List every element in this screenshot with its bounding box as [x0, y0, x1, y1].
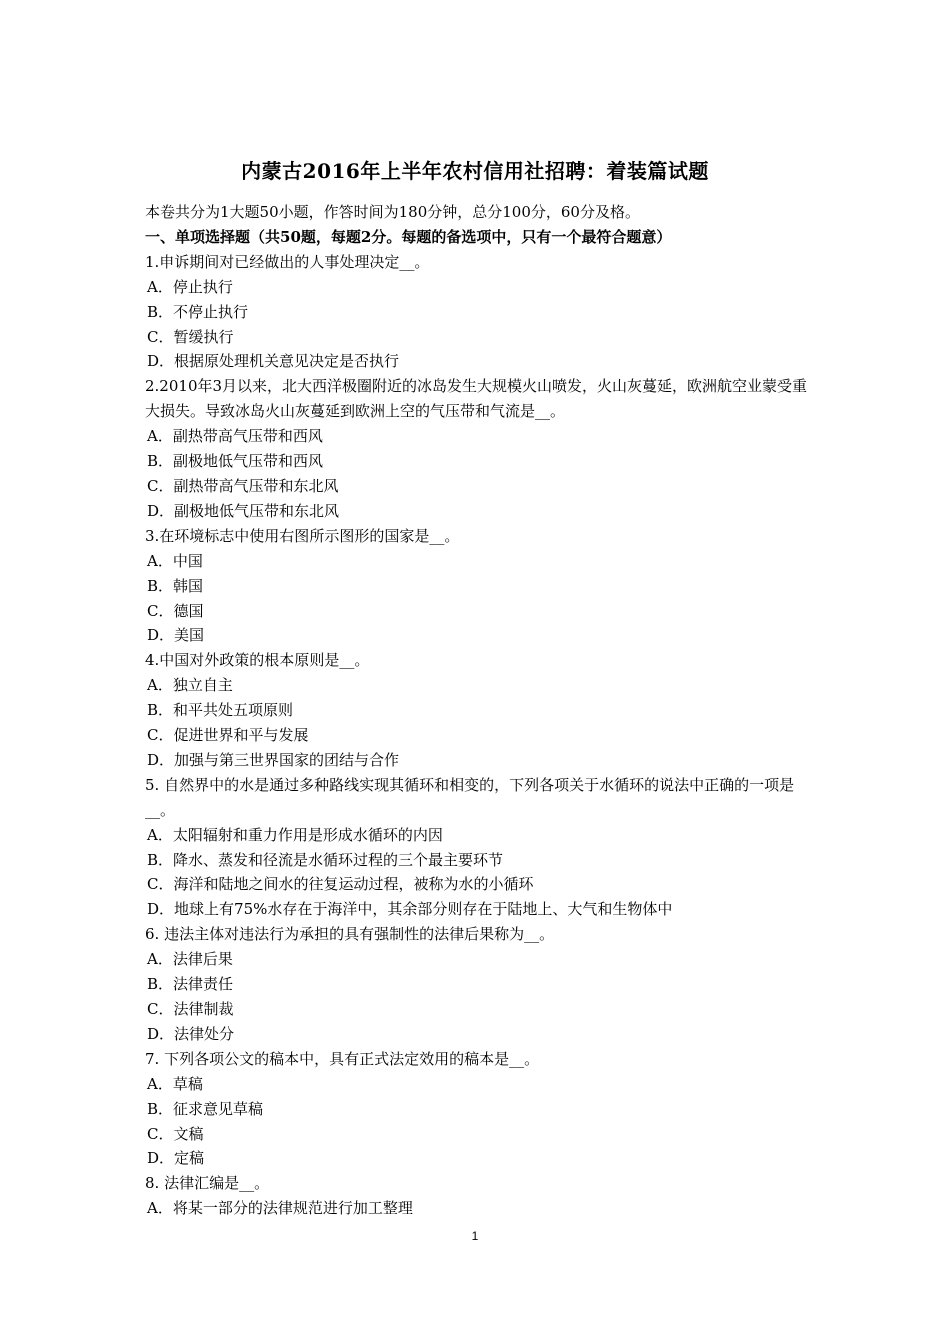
option-b: B．和平共处五项原则 — [147, 701, 294, 720]
option-b: B．降水、蒸发和径流是水循环过程的三个最主要环节 — [147, 850, 504, 869]
option-c: C．副热带高气压带和东北风 — [147, 476, 339, 495]
question-1 — [145, 250, 810, 375]
question-8 — [145, 1171, 810, 1221]
option-c: C．法律制裁 — [147, 1000, 234, 1018]
document-title: 内蒙古2016年上半年农村信用社招聘：着装篇试题 — [241, 159, 709, 183]
option-b: B．韩国 — [147, 576, 204, 595]
option-b: B．副极地低气压带和西风 — [147, 452, 324, 471]
question-4 — [145, 648, 810, 773]
option-a: A．太阳辐射和重力作用是形成水循环的内因 — [147, 825, 443, 844]
option-b: B．法律责任 — [147, 975, 234, 994]
document-body — [145, 200, 810, 1221]
question-stem: 2.2010年3月以来，北大西洋极圈附近的冰岛发生大规模火山喷发，火山灰蔓延，欧洲航空业蒙受重大损失。导致冰岛火山灰蔓延到欧洲上空的气压带和气流是__。 — [145, 377, 808, 421]
question-stem: 4.中国对外政策的根本原则是__。 — [145, 651, 370, 670]
option-a: A．法律后果 — [147, 950, 233, 969]
question-stem: 6. 违法主体对违法行为承担的具有强制性的法律后果称为__。 — [145, 925, 555, 944]
question-6 — [145, 922, 810, 1047]
option-c: C．海洋和陆地之间水的往复运动过程，被称为水的小循环 — [147, 875, 534, 894]
option-b: B．征求意见草稿 — [147, 1099, 264, 1118]
question-stem: 1.申诉期间对已经做出的人事处理决定__。 — [145, 252, 430, 271]
option-b: B．不停止执行 — [147, 302, 249, 321]
option-d: D．美国 — [147, 626, 205, 645]
question-stem: 8. 法律汇编是__。 — [145, 1174, 270, 1193]
option-d: D．地球上有75%水存在于海洋中，其余部分则存在于陆地上、大气和生物体中 — [147, 900, 673, 919]
question-stem: 3.在环境标志中使用右图所示图形的国家是__。 — [145, 526, 460, 545]
option-a: A．副热带高气压带和西风 — [147, 427, 323, 446]
page-number: 1 — [471, 1229, 479, 1243]
option-c: C．文稿 — [147, 1124, 204, 1143]
option-d: D．定稿 — [147, 1149, 205, 1168]
question-stem: 5. 自然界中的水是通过多种路线实现其循环和相变的，下列各项关于水循环的说法中正确的一项是__。 — [145, 775, 795, 819]
question-5 — [145, 773, 810, 922]
option-a: A．草稿 — [147, 1074, 203, 1093]
option-a: A．停止执行 — [147, 277, 233, 296]
option-a: A．独立自主 — [147, 676, 233, 695]
option-a: A．将某一部分的法律规范进行加工整理 — [147, 1199, 413, 1218]
question-2 — [145, 374, 810, 523]
option-d: D．副极地低气压带和东北风 — [147, 501, 340, 520]
exam-intro: 本卷共分为1大题50小题，作答时间为180分钟，总分100分，60分及格。 — [145, 203, 640, 221]
question-3 — [145, 524, 810, 649]
option-d: D．加强与第三世界国家的团结与合作 — [147, 750, 400, 769]
question-7 — [145, 1047, 810, 1172]
option-c: C．德国 — [147, 601, 204, 620]
option-a: A．中国 — [147, 551, 203, 570]
question-stem: 7. 下列各项公文的稿本中，具有正式法定效用的稿本是__。 — [145, 1049, 540, 1068]
option-d: D．根据原处理机关意见决定是否执行 — [147, 352, 400, 371]
option-c: C．促进世界和平与发展 — [147, 726, 309, 745]
option-c: C．暂缓执行 — [147, 327, 234, 346]
section-heading: 一、单项选择题（共50题，每题2分。每题的备选项中，只有一个最符合题意） — [145, 227, 672, 246]
option-d: D．法律处分 — [147, 1024, 235, 1043]
